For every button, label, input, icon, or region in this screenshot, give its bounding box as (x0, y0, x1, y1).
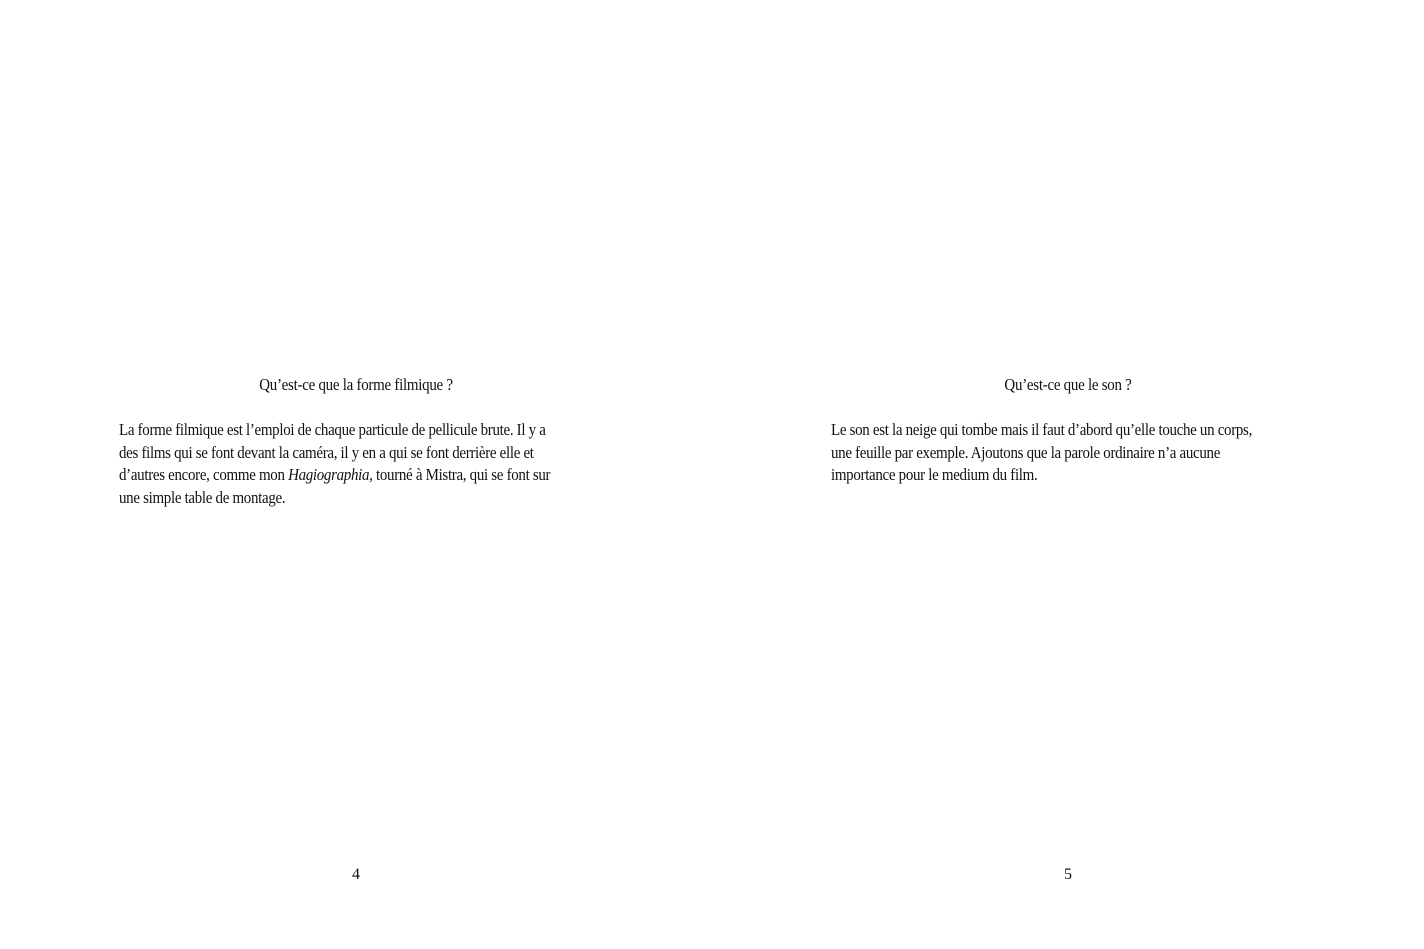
left-answer-line-1: La forme filmique est l’emploi de chaque particule de pellicule brute. Il y a (119, 420, 546, 439)
right-answer-line-1: Le son est la neige qui tombe mais il faut d’abord qu’elle touche un corps, (831, 420, 1253, 439)
right-page-question-heading: Qu’est-ce que le son ? (1004, 375, 1132, 394)
left-page-question-heading: Qu’est-ce que la forme filmique ? (259, 375, 453, 394)
right-page-answer-paragraph (831, 419, 1303, 487)
left-answer-line-2: des films qui se font devant la caméra, il y en a qui se font derrière elle et (119, 442, 534, 462)
right-answer-line-2: une feuille par exemple. Ajoutons que la parole ordinaire n’a aucune (831, 442, 1221, 462)
right-answer-line-3: importance pour le medium du film. (831, 465, 1038, 484)
film-title-hagiographia: Hagiographia, (288, 465, 373, 484)
right-page-number: 5 (1064, 866, 1072, 883)
left-answer-line-3-before: d’autres encore, comme mon (119, 465, 289, 484)
left-page-answer-paragraph (119, 419, 591, 509)
right-page (712, 0, 1424, 949)
left-answer-line-4: une simple table de montage. (119, 487, 286, 507)
left-answer-line-3 (119, 464, 591, 487)
left-page-number: 4 (352, 866, 360, 883)
left-answer-line-3-after: tourné à Mistra, qui se font sur (372, 465, 551, 484)
